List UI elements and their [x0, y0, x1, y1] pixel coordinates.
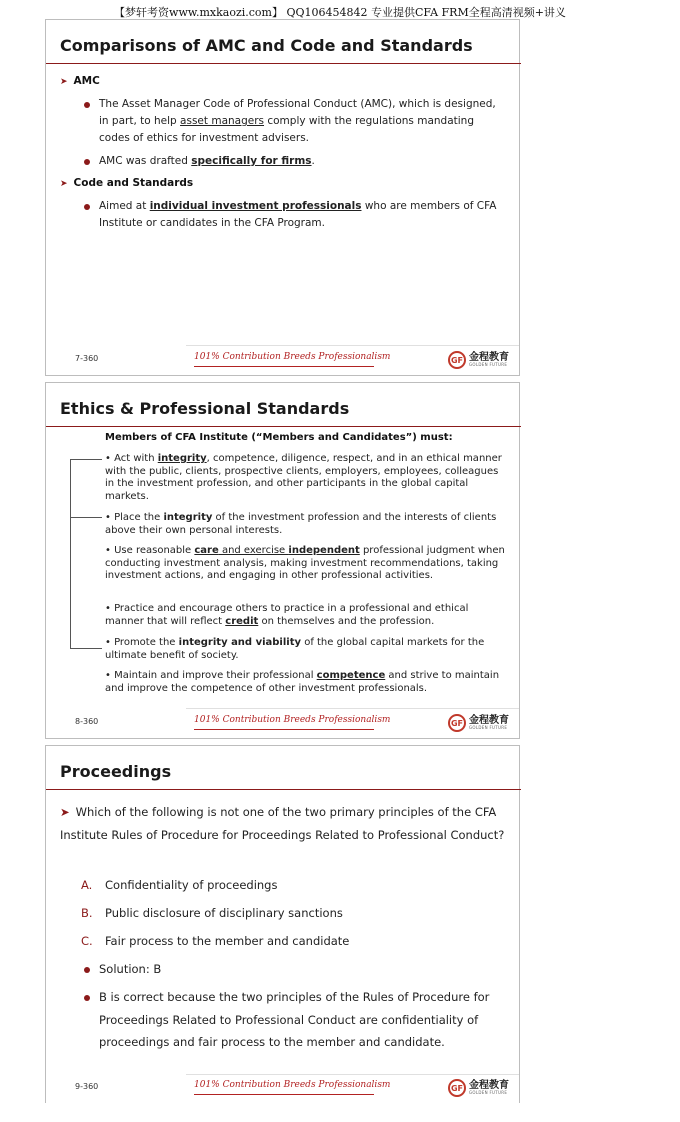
heading-code: ➤ Code and Standards	[60, 177, 194, 189]
standard-viability: • Promote the integrity and viability of the global capital markets for the ultimate benefit of society.	[105, 637, 485, 661]
option-a: A. Confidentiality of proceedings	[81, 878, 278, 892]
slide-proceedings	[45, 745, 520, 1103]
standard-integrity: • Act with integrity, competence, diligence, respect, and in an ethical manner with the public, clients, prospective clients, employers, employees, colleagues in the investment profession, and other participants in the global capital markets.	[105, 453, 502, 502]
solution: Solution: B	[84, 958, 514, 981]
bullet-dot-icon	[84, 102, 90, 108]
members-heading: Members of CFA Institute (“Members and Candidates”) must:	[105, 432, 453, 443]
slide-ethics-standards	[45, 382, 520, 739]
bullet-amc-definition: The Asset Manager Code of Professional Conduct (AMC), which is designed, in part, to help asset managers comply with the regulations mandating codes of ethics for investment advisers.	[84, 96, 504, 147]
slide-title: Ethics & Professional Standards	[60, 399, 350, 418]
option-b: B. Public disclosure of disciplinary sanctions	[81, 906, 343, 920]
bullet-dot-icon	[84, 159, 90, 165]
bullet-dot-icon	[84, 204, 90, 210]
company-logo: GF 金程教育 GOLDEN FUTURE	[448, 1077, 509, 1099]
bullet-code-aim: Aimed at individual investment professionals who are members of CFA Institute or candidates in the CFA Program.	[84, 198, 504, 232]
slide-title: Proceedings	[60, 762, 172, 781]
bullet-amc-firms: AMC was drafted specifically for firms.	[84, 153, 504, 170]
standard-credit: • Practice and encourage others to practice in a professional and ethical manner that will reflect credit on themselves and the profession.	[105, 603, 469, 627]
page-number: 8-360	[75, 717, 99, 726]
explanation: B is correct because the two principles of the Rules of Procedure for Proceedings Related to Professional Conduct are confidentiality of proceedings and fair process to the member and candidate.	[84, 986, 514, 1054]
standard-competence: • Maintain and improve their professional competence and strive to maintain and improve the competence of other investment professionals.	[105, 670, 500, 694]
bullet-dot-icon	[84, 967, 90, 973]
company-logo: GF 金程教育 GOLDEN FUTURE	[448, 712, 509, 734]
slogan: 101% Contribution Breeds Professionalism	[194, 1080, 391, 1090]
arrow-bullet-icon: ➤	[60, 805, 70, 819]
standard-place-integrity: • Place the integrity of the investment profession and the interests of clients above their own personal interests.	[105, 512, 497, 536]
bracket-line	[70, 459, 71, 649]
standard-care-independence: • Use reasonable care and exercise independent professional judgment when conducting investment analysis, making investment recommendations, taking investment actions, and engaging in other professional activities.	[105, 545, 505, 581]
page-number: 7-360	[75, 354, 99, 363]
page-number: 9-360	[75, 1082, 99, 1091]
option-c: C. Fair process to the member and candidate	[81, 934, 350, 948]
arrow-bullet-icon: ➤	[60, 179, 68, 189]
logo-mark-icon: GF	[448, 1079, 466, 1097]
page-header: 【梦轩考资www.mxkaozi.com】 QQ106454842 专业提供CFA FRM全程高清视频+讲义	[114, 6, 566, 19]
bullet-dot-icon	[84, 995, 90, 1001]
slogan: 101% Contribution Breeds Professionalism	[194, 352, 391, 362]
slogan: 101% Contribution Breeds Professionalism	[194, 715, 391, 725]
logo-mark-icon: GF	[448, 714, 466, 732]
slide-title: Comparisons of AMC and Code and Standards	[60, 36, 473, 55]
title-rule	[46, 63, 521, 64]
question-text: ➤ Which of the following is not one of the two primary principles of the CFA Institute Rules of Procedure for Proceedings Related to Professional Conduct?	[60, 805, 505, 842]
logo-mark-icon: GF	[448, 351, 466, 369]
company-logo: GF 金程教育 GOLDEN FUTURE	[448, 349, 509, 371]
title-rule	[46, 426, 521, 427]
title-rule	[46, 789, 521, 790]
slide-amc-comparison	[45, 19, 520, 376]
heading-amc: ➤ AMC	[60, 75, 100, 87]
arrow-bullet-icon: ➤	[60, 77, 68, 87]
